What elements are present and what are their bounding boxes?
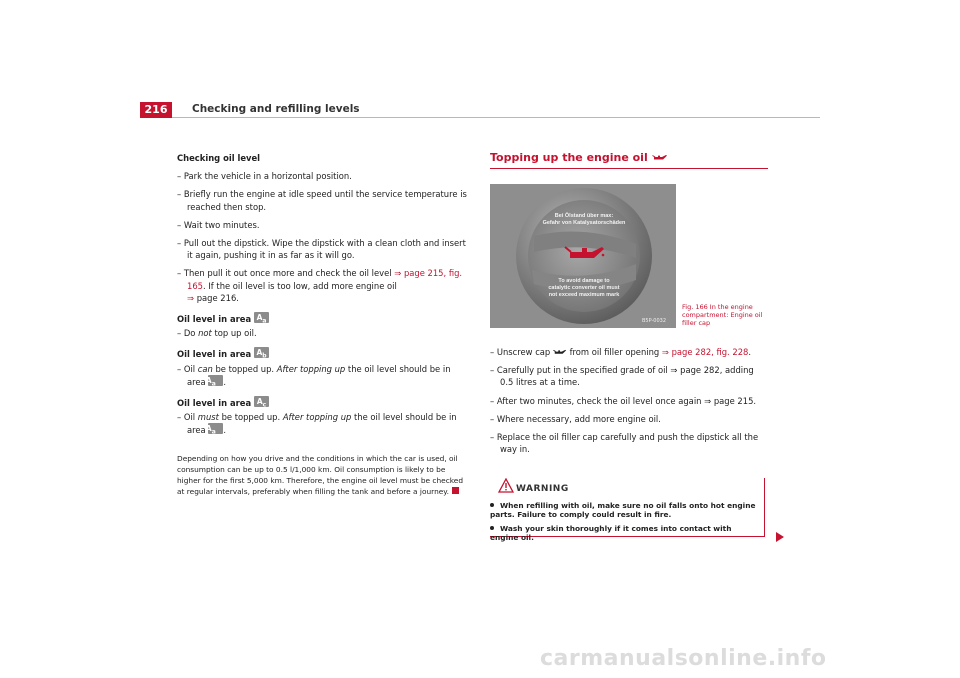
continue-arrow-icon (776, 532, 784, 542)
warning-title: WARNING (516, 484, 569, 494)
bullet-icon (490, 526, 494, 530)
oil-can-icon (652, 153, 668, 162)
cap-text-bottom-2: catalytic converter oil must (548, 285, 620, 291)
topping-up-steps (490, 346, 766, 461)
step-item: – Where necessary, add more engine oil. (490, 413, 661, 424)
watermark: carmanualsonline.info (540, 646, 827, 671)
checking-oil-heading: Checking oil level (177, 153, 261, 163)
area-b-heading: Oil level in area $A_b$ (177, 347, 469, 360)
filler-cap-illustration (490, 184, 676, 328)
area-a-heading: Oil level in area $A_a$ (177, 312, 469, 325)
right-column (490, 152, 768, 183)
step-item: – Then pull it out once more and check the oil level ⇒ page 215, fig. 165. If the oil level is too low, add more engine oil ⇒ page 216. (177, 268, 463, 303)
end-of-section-mark (452, 487, 459, 494)
page-216-ref[interactable]: page 216. (196, 292, 239, 303)
step-item: – After two minutes, check the oil level once again ⇒ page 215. (490, 395, 757, 406)
figure-caption: Fig. 166 In the engine compartment: Engine oil filler cap (682, 303, 763, 327)
step-item: – Replace the oil filler cap carefully and push the dipstick all the way in. (490, 432, 759, 455)
cap-text-top-2: Gefahr von Katalysatorschäden (542, 220, 626, 226)
oil-can-icon (553, 348, 567, 356)
area-c-heading: Oil level in area $A_c$ (177, 396, 469, 409)
bullet-icon (490, 503, 494, 507)
step-item: – Carefully put in the specified grade of oil ⇒ page 282, adding 0.5 litres at a time. (490, 365, 754, 388)
area-a-badge: $A_a$ (208, 375, 223, 386)
area-a-badge: $A_a$ (208, 423, 223, 434)
header-divider (172, 117, 820, 118)
step-item: – Unscrew cap from oil filler opening ⇒ page 282, fig. 228. (490, 347, 752, 357)
oil-filler-cap-figure (490, 184, 676, 328)
figure-code: B5P-0032 (641, 318, 666, 324)
page-215-link[interactable]: page 215, fig. 165 (187, 268, 463, 291)
warning-box (490, 478, 765, 542)
section-title: Topping up the engine oil (490, 152, 768, 164)
left-column (177, 152, 469, 497)
warning-item: When refilling with oil, make sure no oil falls onto hot engine parts. Failure to comply could result in fire. (490, 501, 756, 519)
step-item: – Park the vehicle in a horizontal position. (177, 171, 352, 182)
step-item: – Briefly run the engine at idle speed until the service temperature is reached then stop. (177, 189, 467, 212)
cap-text-top-1: Bei Ölstand über max: (554, 213, 614, 219)
page-header-title: Checking and refilling levels (192, 103, 360, 115)
oil-consumption-note: Depending on how you drive and the conditions in which the car is used, oil consumption can be up to 0.5 l/1,000 km. Oil consumption is likely to be higher for the first 5,000 km. Therefore, the engine oil level must be checked at regular intervals, preferably when filling the tank and before a journey. (177, 453, 464, 496)
page-number: 216 (140, 102, 172, 118)
area-a-item: – Do not top up oil. (177, 328, 257, 339)
cap-text-bottom-3: not exceed maximum mark (548, 292, 620, 298)
page-282-link[interactable]: page 282, fig. 228 (671, 347, 749, 357)
step-item: – Wait two minutes. (177, 219, 260, 230)
step-item: – Pull out the dipstick. Wipe the dipstick with a clean cloth and insert it again, pushing it in as far as it will go. (177, 238, 466, 261)
area-b-item: – Oil can be topped up. After topping up the oil level should be in area $A_a$ . (177, 363, 451, 388)
section-divider (490, 168, 768, 169)
page-282-ref[interactable]: page 282, adding 0.5 litres at a time. (500, 365, 754, 388)
area-a-badge: $A_a$ (254, 312, 269, 323)
page-215-ref[interactable]: page 215. (713, 395, 757, 406)
warning-item: Wash your skin thoroughly if it comes into contact with engine oil. (490, 524, 732, 542)
area-b-badge: $A_b$ (254, 347, 269, 358)
cap-text-bottom-1: To avoid damage to (558, 278, 610, 284)
area-c-badge: $A_c$ (254, 396, 269, 407)
warning-triangle-icon (498, 478, 514, 493)
area-c-item: – Oil must be topped up. After topping up the oil level should be in area $A_a$ . (177, 412, 457, 436)
